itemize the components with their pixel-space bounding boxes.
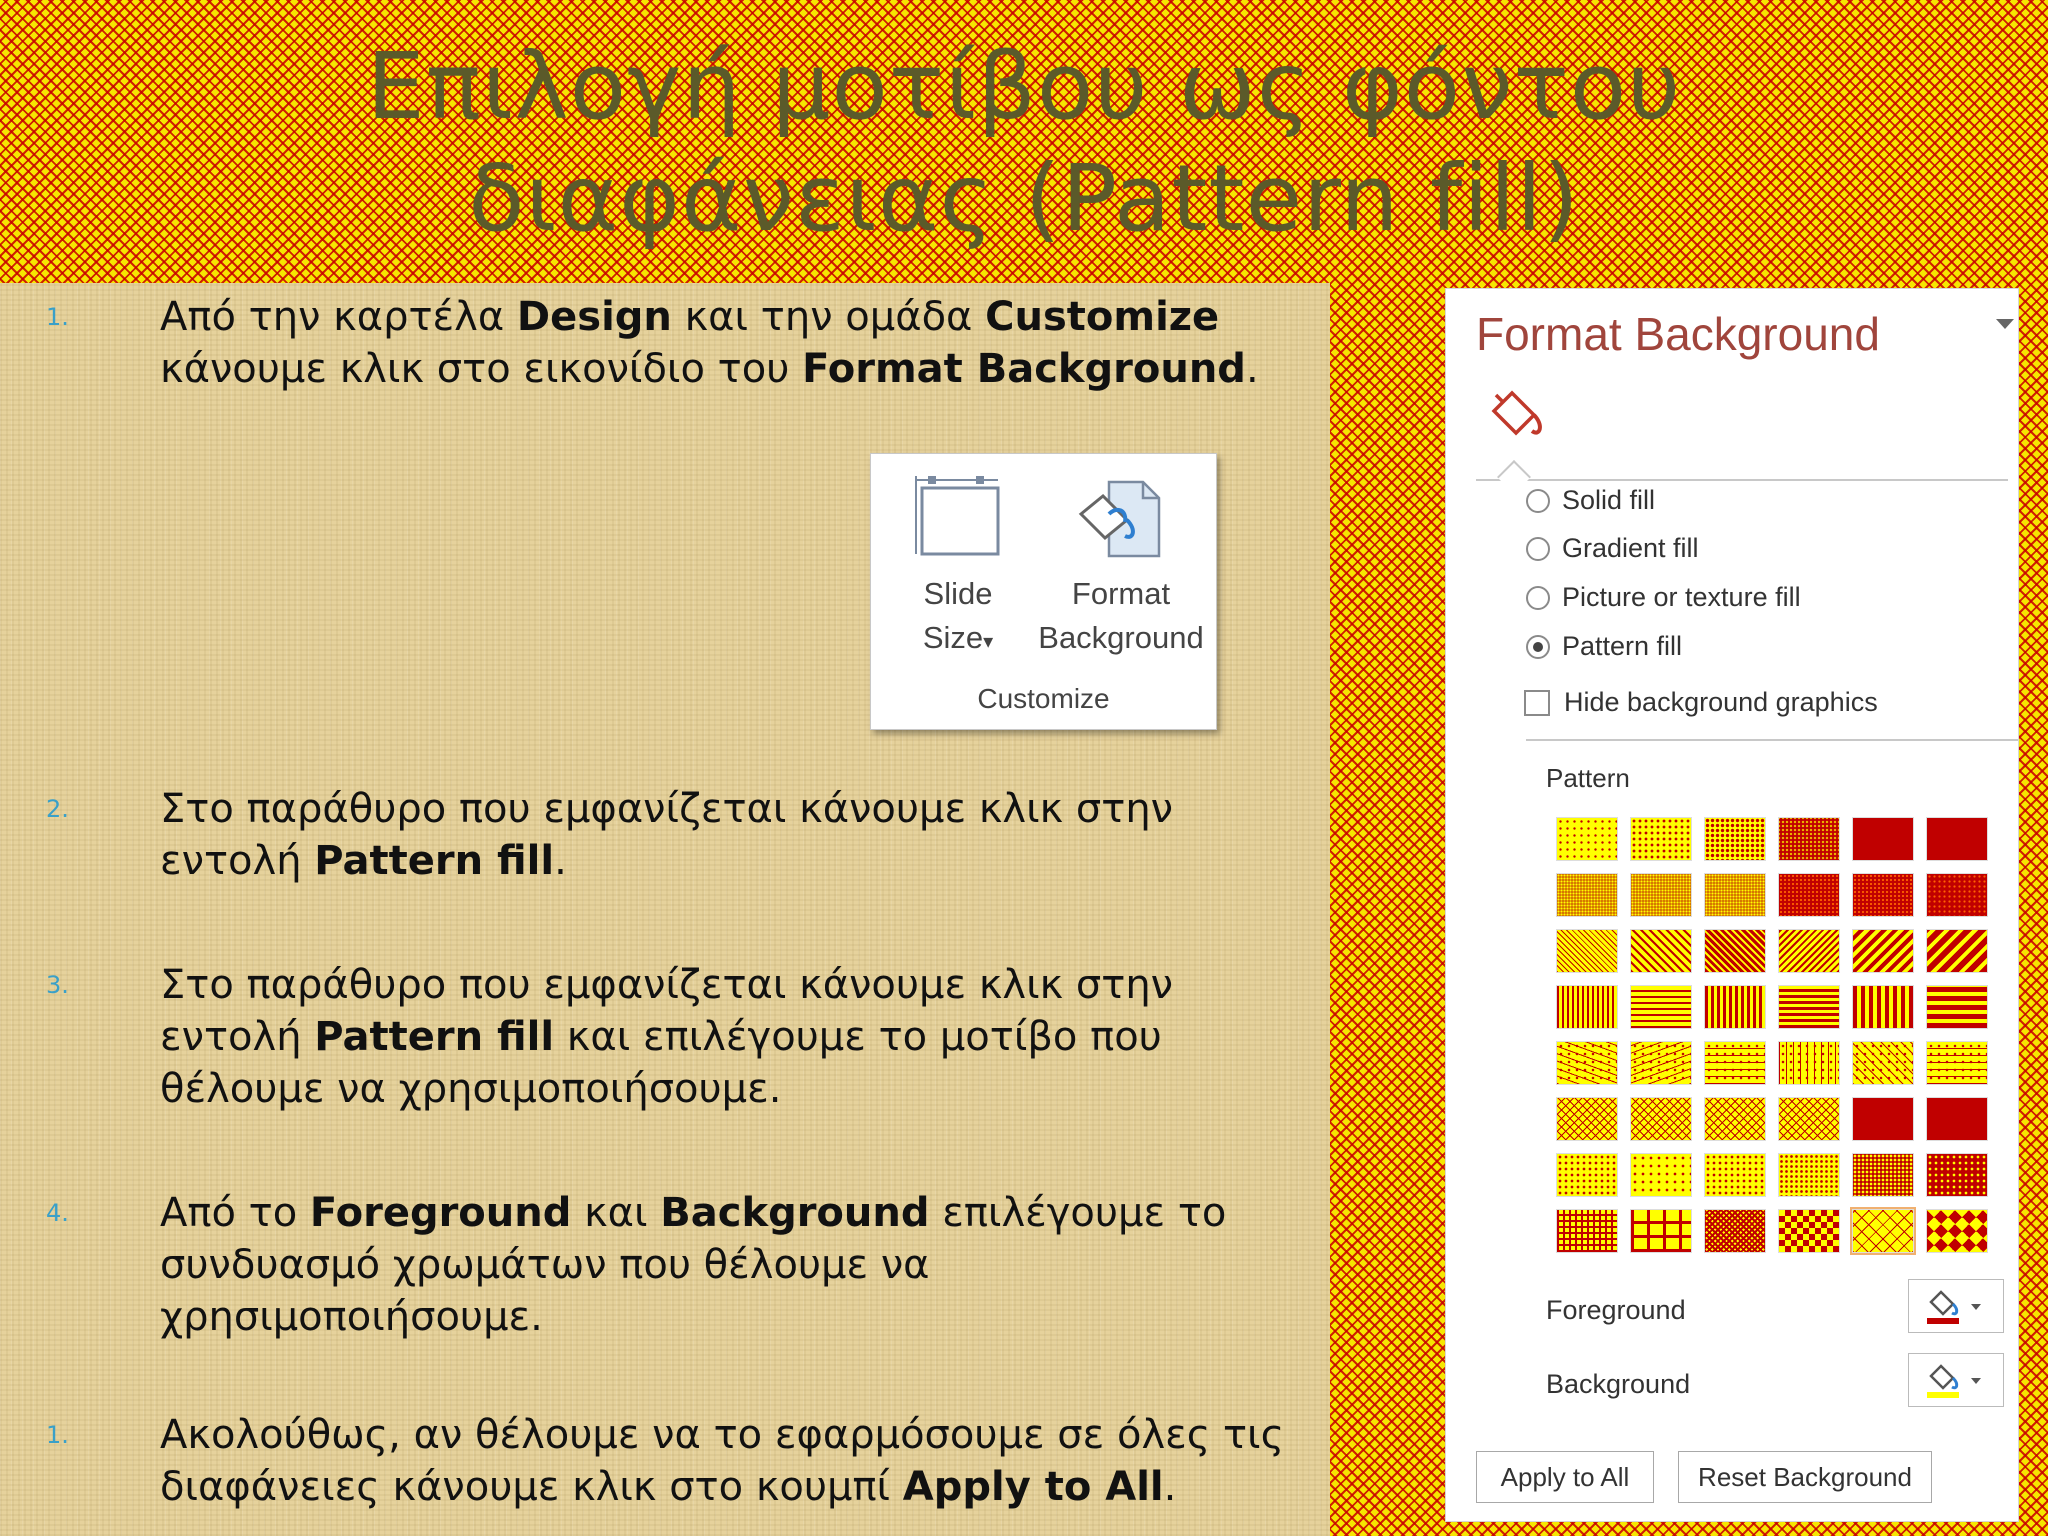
- pattern-swatch[interactable]: [1556, 1041, 1618, 1085]
- pattern-swatch[interactable]: [1704, 873, 1766, 917]
- pattern-swatch[interactable]: [1778, 1041, 1840, 1085]
- pattern-swatch[interactable]: [1926, 985, 1988, 1029]
- fill-bucket-icon[interactable]: [1486, 385, 1546, 445]
- background-label: Background: [1546, 1369, 1691, 1399]
- pattern-swatch[interactable]: [1926, 817, 1988, 861]
- pane-title: Format Background: [1476, 308, 1880, 360]
- format-background-label-1: Format: [1071, 576, 1171, 611]
- solid-fill-option[interactable]: Solid fill: [1526, 485, 1655, 516]
- step-text: Από την καρτέλα Design και την ομάδα Customize κάνουμε κλικ στο εικονίδιο του Format Background.: [160, 294, 1259, 392]
- format-background-icon: [1071, 474, 1171, 564]
- pattern-swatch[interactable]: [1778, 1209, 1840, 1253]
- format-background-label-2: Background: [1038, 620, 1204, 655]
- step-text: Από το Foreground και Background επιλέγουμε το συνδυασμό χρωμάτων που θέλουμε να χρησιμοποιήσουμε.: [160, 1190, 1227, 1340]
- pattern-swatch[interactable]: [1704, 1209, 1766, 1253]
- pattern-swatch[interactable]: [1852, 1209, 1914, 1253]
- chevron-down-icon: ▾: [983, 631, 994, 653]
- pattern-label: Pattern: [1546, 763, 1630, 793]
- pattern-swatch[interactable]: [1630, 873, 1692, 917]
- pattern-swatch[interactable]: [1926, 1153, 1988, 1197]
- pattern-swatch[interactable]: [1556, 1097, 1618, 1141]
- pattern-swatch[interactable]: [1778, 929, 1840, 973]
- slide-size-label-1: Slide: [923, 576, 993, 611]
- reset-background-button[interactable]: Reset Background: [1678, 1451, 1932, 1503]
- picture-texture-fill-option[interactable]: Picture or texture fill: [1526, 582, 1801, 613]
- pattern-swatch[interactable]: [1852, 929, 1914, 973]
- gradient-fill-option[interactable]: Gradient fill: [1526, 533, 1699, 564]
- step-number: 3.: [46, 971, 69, 999]
- pattern-swatch[interactable]: [1556, 929, 1618, 973]
- ribbon-customize-group: [870, 453, 1217, 730]
- pattern-swatch[interactable]: [1556, 817, 1618, 861]
- pattern-swatch[interactable]: [1630, 1209, 1692, 1253]
- pattern-swatch[interactable]: [1778, 873, 1840, 917]
- format-background-button[interactable]: [1031, 474, 1211, 660]
- pattern-swatch[interactable]: [1852, 1097, 1914, 1141]
- pattern-swatch[interactable]: [1704, 929, 1766, 973]
- ribbon-group-label: Customize: [977, 683, 1110, 714]
- pattern-swatch[interactable]: [1852, 873, 1914, 917]
- slide-title: [0, 0, 2048, 285]
- step-text: Ακολούθως, αν θέλουμε να το εφαρμόσουμε σε όλες τις διαφάνειες κάνουμε κλικ στο κουμπί Apply to All.: [160, 1412, 1285, 1510]
- slide-title-line-2: διαφάνειας (Pattern fill): [468, 144, 1580, 252]
- pattern-swatch[interactable]: [1630, 817, 1692, 861]
- slide-size-icon: [910, 474, 1006, 564]
- pattern-swatch[interactable]: [1926, 873, 1988, 917]
- step-text: Στο παράθυρο που εμφανίζεται κάνουμε κλικ στην εντολή Pattern fill.: [160, 786, 1174, 884]
- step-number: 1.: [46, 303, 69, 331]
- pattern-swatch[interactable]: [1926, 929, 1988, 973]
- pattern-swatch[interactable]: [1852, 985, 1914, 1029]
- tab-divider: [1476, 479, 2008, 481]
- pattern-swatch[interactable]: [1704, 817, 1766, 861]
- pattern-swatch[interactable]: [1630, 929, 1692, 973]
- step-number: 1.: [46, 1421, 69, 1449]
- pattern-gallery: [1556, 817, 2000, 1265]
- pattern-swatch[interactable]: [1926, 1041, 1988, 1085]
- step-text: Στο παράθυρο που εμφανίζεται κάνουμε κλικ στην εντολή Pattern fill και επιλέγουμε το μοτίβο που θέλουμε να χρησιμοποιήσουμε.: [160, 962, 1174, 1112]
- pattern-swatch[interactable]: [1852, 1041, 1914, 1085]
- pattern-swatch[interactable]: [1852, 1153, 1914, 1197]
- foreground-label: Foreground: [1546, 1295, 1686, 1325]
- step-number: 2.: [46, 795, 69, 823]
- pattern-swatch[interactable]: [1630, 1041, 1692, 1085]
- pattern-swatch[interactable]: [1926, 1097, 1988, 1141]
- pattern-swatch[interactable]: [1778, 1097, 1840, 1141]
- pattern-swatch[interactable]: [1778, 985, 1840, 1029]
- hide-background-graphics-checkbox[interactable]: [1524, 690, 1550, 716]
- solid-fill-radio[interactable]: [1526, 489, 1550, 513]
- pattern-swatch[interactable]: [1926, 1209, 1988, 1253]
- apply-to-all-button[interactable]: Apply to All: [1476, 1451, 1654, 1503]
- pattern-fill-option[interactable]: Pattern fill: [1526, 631, 1682, 662]
- fill-color-bg-icon: [1921, 1360, 1991, 1400]
- pattern-swatch[interactable]: [1556, 873, 1618, 917]
- format-background-pane: [1445, 288, 2019, 1522]
- pattern-swatch[interactable]: [1556, 1153, 1618, 1197]
- background-color-button[interactable]: [1908, 1353, 2004, 1407]
- pattern-swatch[interactable]: [1630, 1153, 1692, 1197]
- pattern-swatch[interactable]: [1704, 1153, 1766, 1197]
- step-number: 4.: [46, 1199, 69, 1227]
- hide-background-graphics-option[interactable]: Hide background graphics: [1524, 687, 1878, 718]
- slide-title-line-1: Επιλογή μοτίβου ως φόντου: [366, 32, 1682, 140]
- fill-color-fg-icon: [1921, 1286, 1991, 1326]
- pattern-swatch[interactable]: [1630, 1097, 1692, 1141]
- pattern-swatch[interactable]: [1630, 985, 1692, 1029]
- picture-texture-fill-radio[interactable]: [1526, 586, 1550, 610]
- pattern-swatch[interactable]: [1556, 1209, 1618, 1253]
- pattern-fill-radio[interactable]: [1526, 635, 1550, 659]
- foreground-color-button[interactable]: [1908, 1279, 2004, 1333]
- pattern-swatch[interactable]: [1556, 985, 1618, 1029]
- pattern-swatch[interactable]: [1852, 817, 1914, 861]
- pane-options-caret-icon[interactable]: [1996, 319, 2014, 329]
- slide-size-button[interactable]: [883, 474, 1033, 664]
- slide-content: [0, 283, 1330, 1536]
- gradient-fill-radio[interactable]: [1526, 537, 1550, 561]
- pattern-swatch[interactable]: [1704, 1097, 1766, 1141]
- slide-size-label-2: Size▾: [922, 620, 994, 655]
- section-divider: [1526, 739, 2018, 741]
- pattern-swatch[interactable]: [1778, 1153, 1840, 1197]
- pattern-swatch[interactable]: [1704, 1041, 1766, 1085]
- pattern-swatch[interactable]: [1704, 985, 1766, 1029]
- pattern-swatch[interactable]: [1778, 817, 1840, 861]
